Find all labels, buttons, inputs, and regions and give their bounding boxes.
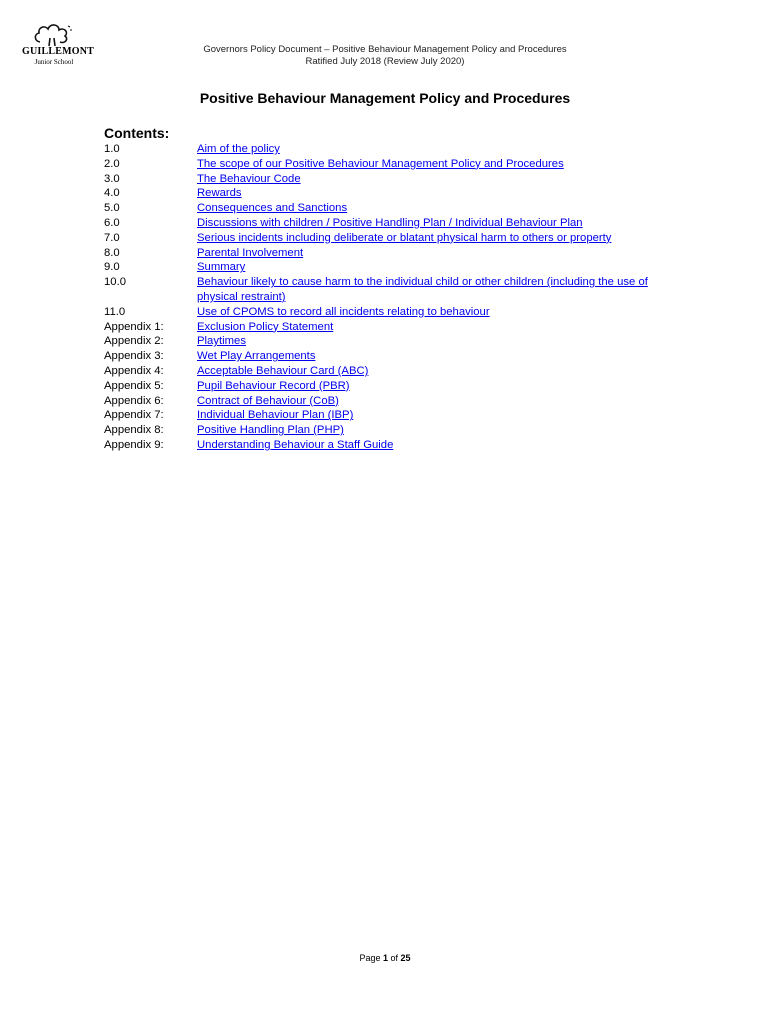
footer-page-current: 1 xyxy=(382,953,388,963)
toc-link[interactable]: The Behaviour Code xyxy=(197,172,301,185)
toc-item xyxy=(104,216,684,231)
toc-item xyxy=(104,186,684,201)
toc-item xyxy=(104,379,684,394)
toc-link[interactable]: Use of CPOMS to record all incidents relating to behaviour xyxy=(197,305,490,318)
toc-link[interactable]: Discussions with children / Positive Handling Plan / Individual Behaviour Plan xyxy=(197,216,583,229)
footer-page-total: 25 xyxy=(400,953,411,963)
toc-link[interactable]: Consequences and Sanctions xyxy=(197,202,348,215)
toc-number: Appendix 8: xyxy=(104,424,164,437)
toc-link[interactable]: Exclusion Policy Statement xyxy=(197,320,334,333)
toc-number: 2.0 xyxy=(104,157,120,170)
toc-link[interactable]: Serious incidents including deliberate or blatant physical harm to others or property xyxy=(197,231,612,244)
toc-number: 6.0 xyxy=(104,216,120,229)
toc-item xyxy=(104,408,684,423)
header-line-1: Governors Policy Document – Positive Behaviour Management Policy and Procedures xyxy=(203,44,567,55)
toc-number: Appendix 3: xyxy=(104,350,164,363)
toc-number: 11.0 xyxy=(104,305,126,318)
toc-number: Appendix 9: xyxy=(104,438,164,451)
toc-link[interactable]: Rewards xyxy=(197,187,242,200)
school-logo xyxy=(22,22,95,70)
toc-link[interactable]: Positive Handling Plan (PHP) xyxy=(197,424,344,437)
footer-of-word: of xyxy=(390,953,399,963)
document-title: Positive Behaviour Management Policy and Procedures xyxy=(199,90,571,106)
toc-number: 10.0 xyxy=(104,276,126,289)
toc-link[interactable]: Contract of Behaviour (CoB) xyxy=(197,394,339,407)
toc-link[interactable]: Aim of the policy xyxy=(197,143,280,155)
toc-number: Appendix 5: xyxy=(104,379,164,392)
page-header xyxy=(150,44,620,68)
toc-item xyxy=(104,320,684,335)
contents-heading: Contents: xyxy=(104,125,170,141)
table-of-contents xyxy=(104,142,684,453)
toc-number: 5.0 xyxy=(104,202,120,215)
toc-item xyxy=(104,305,684,320)
toc-item xyxy=(104,142,684,157)
toc-item xyxy=(104,157,684,172)
toc-number: Appendix 2: xyxy=(104,335,164,348)
toc-item xyxy=(104,201,684,216)
toc-number: Appendix 7: xyxy=(104,409,164,422)
toc-number: Appendix 1: xyxy=(104,320,164,333)
toc-item xyxy=(104,260,684,275)
logo-wordmark: GUILLEMONT xyxy=(22,46,95,57)
footer-page-word: Page xyxy=(359,953,381,963)
toc-item xyxy=(104,364,684,379)
toc-link[interactable]: Acceptable Behaviour Card (ABC) xyxy=(197,364,369,377)
toc-link[interactable]: The scope of our Positive Behaviour Management Policy and Procedures xyxy=(197,157,564,170)
toc-item xyxy=(104,334,684,349)
tree-icon xyxy=(32,22,76,48)
toc-item xyxy=(104,172,684,187)
logo-subtitle: Junior School xyxy=(34,58,74,66)
toc-item xyxy=(104,349,684,364)
toc-number: 3.0 xyxy=(104,172,120,185)
toc-item xyxy=(104,394,684,409)
page-footer xyxy=(0,953,770,963)
toc-number: 4.0 xyxy=(104,187,120,200)
toc-link[interactable]: Playtimes xyxy=(197,335,246,348)
toc-link[interactable]: Wet Play Arrangements xyxy=(197,350,316,363)
toc-number: Appendix 4: xyxy=(104,364,164,377)
toc-number: 7.0 xyxy=(104,231,120,244)
toc-item xyxy=(104,231,684,246)
toc-number: 1.0 xyxy=(104,143,120,155)
toc-link[interactable]: Pupil Behaviour Record (PBR) xyxy=(197,379,350,392)
toc-number: Appendix 6: xyxy=(104,394,164,407)
header-line-2: Ratified July 2018 (Review July 2020) xyxy=(305,56,465,67)
toc-number: 8.0 xyxy=(104,246,120,259)
toc-link[interactable]: Understanding Behaviour a Staff Guide xyxy=(197,438,394,451)
toc-item xyxy=(104,275,684,305)
toc-item xyxy=(104,423,684,438)
toc-item xyxy=(104,438,684,453)
toc-link[interactable]: Behaviour likely to cause harm to the individual child or other children (including the use of physical restraint) xyxy=(197,276,648,303)
toc-link[interactable]: Individual Behaviour Plan (IBP) xyxy=(197,409,354,422)
toc-link[interactable]: Parental Involvement xyxy=(197,246,304,259)
toc-number: 9.0 xyxy=(104,261,120,274)
toc-item xyxy=(104,246,684,261)
toc-link[interactable]: Summary xyxy=(197,261,246,274)
